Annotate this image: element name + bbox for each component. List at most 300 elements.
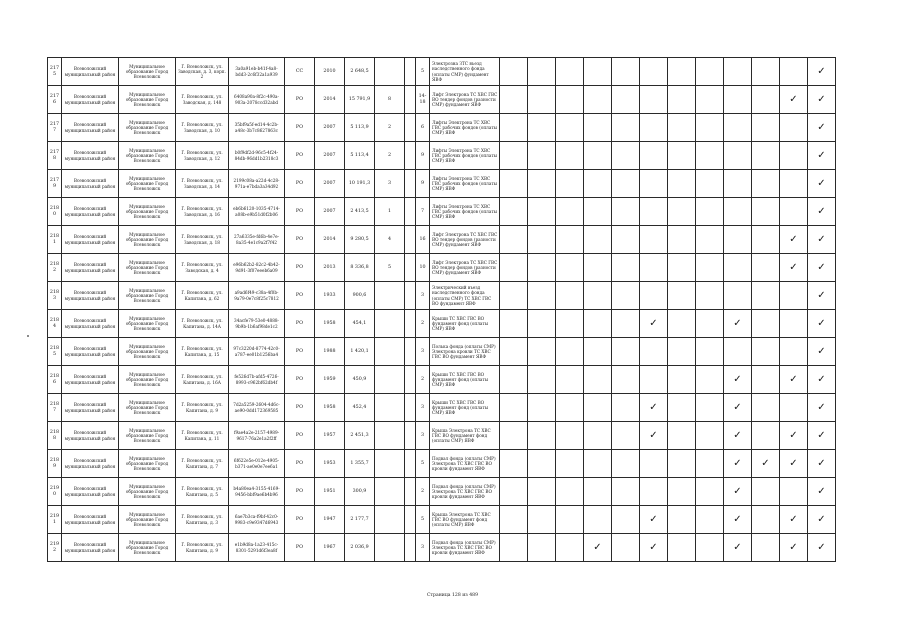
work-check-cell [808, 86, 836, 114]
work-check-cell [668, 114, 696, 142]
row-number: 2184 [48, 310, 62, 338]
table-row [48, 478, 836, 506]
checkmark-icon: ✓ [817, 65, 826, 77]
checkmark-icon: ✓ [733, 541, 742, 553]
work-types-cell: Электрический въезд наследственного фонда (оплаты СМР) ТС ХВС ГВС ВО фундамент ЯВФ [430, 282, 500, 310]
work-check-cell [696, 198, 724, 226]
work-check-cell [640, 86, 668, 114]
checkmark-icon: ✓ [733, 457, 742, 469]
municipality-cell: Муниципальное образование Город Всеволожск [119, 282, 176, 310]
address-cell: Г. Всеволожск, ул. Заводская, д. 3, корп. 2 [176, 58, 229, 86]
address-cell: Г. Всеволожск, ул. Капитана, д. 7 [176, 450, 229, 478]
work-check-cell [696, 534, 724, 562]
wall-material-cell: РО [285, 478, 315, 506]
checkmark-icon: ✓ [789, 233, 798, 245]
checkmark-icon: ✓ [817, 541, 826, 553]
work-check-cell [668, 142, 696, 170]
row-number: 2182 [48, 254, 62, 282]
table-row [48, 506, 836, 534]
work-check-cell [640, 282, 668, 310]
work-check-cell [640, 478, 668, 506]
page-footer [0, 593, 905, 598]
work-types-cell: Лифты Электрона ТС ХВС ГВС рабочих фондов (оплаты СМР) ЯВФ [430, 170, 500, 198]
checkmark-icon: ✓ [789, 541, 798, 553]
blank-cell [405, 142, 416, 170]
work-check-cell [696, 170, 724, 198]
table-row [48, 226, 836, 254]
wall-material-cell: РО [285, 506, 315, 534]
work-check-cell [556, 310, 584, 338]
work-check-cell [556, 170, 584, 198]
work-check-cell [724, 58, 752, 86]
entrances-cell: 2 [416, 310, 430, 338]
work-types-cell: Лифт Электрона ТС ХВС ГВС ВО тендер фондов (разности СМР) фундамент ЯВФ [430, 226, 500, 254]
checkmark-icon: ✓ [817, 93, 826, 105]
build-year-cell: 1988 [315, 338, 345, 366]
work-check-cell [752, 338, 780, 366]
wall-material-cell: РО [285, 394, 315, 422]
work-check-cell [500, 450, 528, 478]
address-cell: Г. Всеволожск, ул. Капитана, д. 3 [176, 506, 229, 534]
district-cell: Всеволожский муниципальный район [62, 478, 119, 506]
work-check-cell [500, 534, 528, 562]
municipality-cell: Муниципальное образование Город Всеволожск [119, 254, 176, 282]
entrances-cell: 14-18 [416, 86, 430, 114]
table-row [48, 534, 836, 562]
work-check-cell [556, 114, 584, 142]
row-number: 2183 [48, 282, 62, 310]
work-check-cell [808, 226, 836, 254]
work-check-cell [640, 170, 668, 198]
house-code-cell: 6ae7b3ca-f9bf-42c0-9983-c9e9347d6943 [229, 506, 285, 534]
work-check-cell [528, 366, 556, 394]
checkmark-icon: ✓ [733, 317, 742, 329]
municipality-cell: Муниципальное образование Город Всеволожск [119, 226, 176, 254]
district-cell: Всеволожский муниципальный район [62, 422, 119, 450]
address-cell: Г. Всеволожск, ул. Заводская, д. 14 [176, 170, 229, 198]
work-check-cell [752, 226, 780, 254]
area-cell: 10 191,3 [345, 170, 375, 198]
checkmark-icon: ✓ [733, 373, 742, 385]
work-check-cell [612, 478, 640, 506]
build-year-cell: 2007 [315, 170, 345, 198]
work-check-cell [528, 422, 556, 450]
work-check-cell [612, 282, 640, 310]
work-check-cell [696, 310, 724, 338]
floors-cell: 1 [375, 198, 405, 226]
work-check-cell [696, 142, 724, 170]
work-check-cell [696, 226, 724, 254]
work-check-cell [724, 366, 752, 394]
checkmark-icon: ✓ [733, 485, 742, 497]
area-cell: 2 413,5 [345, 198, 375, 226]
house-code-cell: 6f622e5e-012e-4905-b371-ae0e0e7ee6a1 [229, 450, 285, 478]
row-number: 2192 [48, 534, 62, 562]
work-check-cell [724, 422, 752, 450]
entrances-cell: 3 [416, 394, 430, 422]
work-check-cell [780, 58, 808, 86]
work-check-cell [668, 310, 696, 338]
blank-cell [405, 534, 416, 562]
build-year-cell: 1958 [315, 394, 345, 422]
work-check-cell [584, 422, 612, 450]
work-check-cell [584, 86, 612, 114]
work-check-cell [640, 142, 668, 170]
work-check-cell [584, 282, 612, 310]
work-check-cell [556, 198, 584, 226]
build-year-cell: 2007 [315, 198, 345, 226]
checkmark-icon: ✓ [817, 233, 826, 245]
district-cell: Всеволожский муниципальный район [62, 450, 119, 478]
work-check-cell [752, 170, 780, 198]
municipality-cell: Муниципальное образование Город Всеволожск [119, 142, 176, 170]
build-year-cell: 1959 [315, 366, 345, 394]
checkmark-icon: ✓ [733, 513, 742, 525]
work-check-cell [500, 394, 528, 422]
floors-cell [375, 310, 405, 338]
work-check-cell [528, 534, 556, 562]
work-check-cell [612, 310, 640, 338]
wall-material-cell: РО [285, 142, 315, 170]
area-cell: 450,9 [345, 366, 375, 394]
work-types-cell: Лифты Электрона ТС ХВС ГВС рабочих фондов (оплаты СМР) ЯВФ [430, 142, 500, 170]
work-check-cell [640, 338, 668, 366]
work-check-cell [724, 142, 752, 170]
table-row [48, 422, 836, 450]
floors-cell [375, 338, 405, 366]
entrances-cell: 5 [416, 450, 430, 478]
floors-cell [375, 478, 405, 506]
wall-material-cell: РО [285, 422, 315, 450]
entrances-cell: 3 [416, 422, 430, 450]
work-check-cell [612, 422, 640, 450]
work-check-cell [584, 366, 612, 394]
work-check-cell [752, 142, 780, 170]
work-check-cell [780, 450, 808, 478]
work-check-cell [724, 394, 752, 422]
blank-cell [405, 394, 416, 422]
house-code-cell: b0f9df2d-96c5-4f24-84db-96dd1b2318c3 [229, 142, 285, 170]
area-cell: 2 177,7 [345, 506, 375, 534]
row-number: 2191 [48, 506, 62, 534]
work-check-cell [612, 534, 640, 562]
address-cell: Г. Всеволожск, ул. Заводская, д. 4 [176, 254, 229, 282]
work-check-cell [724, 478, 752, 506]
work-check-cell [696, 366, 724, 394]
entrances-cell: 6 [416, 114, 430, 142]
floors-cell [375, 394, 405, 422]
work-check-cell [528, 338, 556, 366]
table-row [48, 310, 836, 338]
work-types-cell: Лифты Электрона ТС ХВС ГВС рабочих фондов (оплаты СМР) ЯВФ [430, 114, 500, 142]
work-check-cell [500, 478, 528, 506]
work-check-cell [612, 58, 640, 86]
work-check-cell [808, 310, 836, 338]
checkmark-icon: ✓ [817, 261, 826, 273]
work-check-cell [780, 86, 808, 114]
floors-cell: 3 [375, 170, 405, 198]
area-cell: 454,1 [345, 310, 375, 338]
blank-cell [405, 282, 416, 310]
table-row [48, 170, 836, 198]
scan-speck [27, 335, 29, 337]
work-check-cell [752, 198, 780, 226]
build-year-cell: 2013 [315, 254, 345, 282]
area-cell: 1 420,1 [345, 338, 375, 366]
work-check-cell [668, 254, 696, 282]
work-check-cell [612, 142, 640, 170]
work-check-cell [724, 450, 752, 478]
checkmark-icon: ✓ [817, 289, 826, 301]
work-types-cell: Лифт Электрона ТС ХВС ГВС ВО тендер фондов (разности СМР) фундамент ЯВФ [430, 254, 500, 282]
build-year-cell: 2014 [315, 226, 345, 254]
entrances-cell: 7 [416, 198, 430, 226]
district-cell: Всеволожский муниципальный район [62, 170, 119, 198]
address-cell: Г. Всеволожск, ул. Заводская, д. 10 [176, 114, 229, 142]
work-check-cell [780, 226, 808, 254]
work-check-cell [668, 86, 696, 114]
checkmark-icon: ✓ [817, 513, 826, 525]
work-check-cell [724, 506, 752, 534]
work-check-cell [808, 254, 836, 282]
municipality-cell: Муниципальное образование Город Всеволожск [119, 86, 176, 114]
work-check-cell [668, 226, 696, 254]
area-cell: 8 336,8 [345, 254, 375, 282]
municipality-cell: Муниципальное образование Город Всеволожск [119, 170, 176, 198]
work-check-cell [500, 58, 528, 86]
work-check-cell [780, 310, 808, 338]
wall-material-cell: РО [285, 366, 315, 394]
municipality-cell: Муниципальное образование Город Всеволожск [119, 366, 176, 394]
work-check-cell [780, 254, 808, 282]
work-check-cell [528, 282, 556, 310]
work-check-cell [640, 114, 668, 142]
row-number: 2175 [48, 58, 62, 86]
registry-table-sheet [47, 57, 831, 562]
work-check-cell [556, 422, 584, 450]
area-cell: 1 355,7 [345, 450, 375, 478]
work-check-cell [696, 506, 724, 534]
wall-material-cell: РО [285, 254, 315, 282]
area-cell: 2 036,9 [345, 534, 375, 562]
checkmark-icon: ✓ [733, 401, 742, 413]
work-check-cell [780, 478, 808, 506]
municipality-cell: Муниципальное образование Город Всеволожск [119, 478, 176, 506]
work-check-cell [528, 58, 556, 86]
blank-cell [405, 366, 416, 394]
work-check-cell [528, 450, 556, 478]
work-check-cell [780, 282, 808, 310]
checkmark-icon: ✓ [649, 513, 658, 525]
floors-cell: 8 [375, 86, 405, 114]
build-year-cell: 2007 [315, 142, 345, 170]
wall-material-cell: РО [285, 534, 315, 562]
work-check-cell [528, 394, 556, 422]
house-code-cell: 3a0a91eb-b41f-4a8-bdd3-2c6f32a1a939 [229, 58, 285, 86]
work-check-cell [808, 478, 836, 506]
work-check-cell [500, 170, 528, 198]
work-check-cell [724, 254, 752, 282]
work-check-cell [500, 254, 528, 282]
work-check-cell [752, 366, 780, 394]
work-check-cell [612, 366, 640, 394]
work-check-cell [584, 394, 612, 422]
house-code-cell: 35bf9a5f-ed14-4c2b-a48c-3b7c8627863c [229, 114, 285, 142]
work-check-cell [528, 142, 556, 170]
district-cell: Всеволожский муниципальный район [62, 86, 119, 114]
work-check-cell [640, 506, 668, 534]
checkmark-icon: ✓ [817, 485, 826, 497]
work-check-cell [780, 142, 808, 170]
work-check-cell [808, 114, 836, 142]
work-check-cell [612, 506, 640, 534]
address-cell: Г. Всеволожск, ул. Капитана, д. 11 [176, 422, 229, 450]
work-check-cell [640, 534, 668, 562]
work-check-cell [556, 226, 584, 254]
work-check-cell [668, 58, 696, 86]
work-check-cell [808, 534, 836, 562]
work-check-cell [584, 226, 612, 254]
checkmark-icon: ✓ [817, 457, 826, 469]
work-types-cell: Электрозна ЗТС въезд наследственного фонда (оплаты СМР) фундамент ЯВФ [430, 58, 500, 86]
blank-cell [405, 198, 416, 226]
work-check-cell [752, 534, 780, 562]
work-types-cell: Подвал фонда (оплаты СМР) Электрона ТС ХВС ГВС ВО кровли фундамент ЯВФ [430, 450, 500, 478]
area-cell: 2 451,3 [345, 422, 375, 450]
checkmark-icon: ✓ [817, 345, 826, 357]
build-year-cell: 1951 [315, 478, 345, 506]
work-check-cell [752, 86, 780, 114]
municipality-cell: Муниципальное образование Город Всеволожск [119, 310, 176, 338]
work-check-cell [500, 198, 528, 226]
checkmark-icon: ✓ [649, 317, 658, 329]
work-check-cell [640, 198, 668, 226]
work-check-cell [556, 450, 584, 478]
work-check-cell [724, 170, 752, 198]
floors-cell [375, 534, 405, 562]
work-check-cell [724, 114, 752, 142]
checkmark-icon: ✓ [789, 429, 798, 441]
build-year-cell: 1958 [315, 310, 345, 338]
entrances-cell: 2 [416, 478, 430, 506]
row-number: 2186 [48, 366, 62, 394]
row-number: 2176 [48, 86, 62, 114]
work-check-cell [584, 338, 612, 366]
work-check-cell [500, 310, 528, 338]
floors-cell [375, 422, 405, 450]
work-check-cell [528, 254, 556, 282]
area-cell: 9 280,5 [345, 226, 375, 254]
floors-cell: 4 [375, 226, 405, 254]
work-check-cell [528, 114, 556, 142]
district-cell: Всеволожский муниципальный район [62, 394, 119, 422]
work-check-cell [752, 282, 780, 310]
checkmark-icon: ✓ [817, 149, 826, 161]
district-cell: Всеволожский муниципальный район [62, 226, 119, 254]
work-check-cell [640, 394, 668, 422]
floors-cell [375, 366, 405, 394]
house-code-cell: fe526d7b-afd5-4726-8993-c962bf62db4f [229, 366, 285, 394]
house-code-cell: e1b9d8a-1a23-415c-8301-5291d6f3ea8f [229, 534, 285, 562]
house-code-cell: b4a80ea4-3155-4169-9456-bbf9ae6b4b96 [229, 478, 285, 506]
checkmark-icon: ✓ [649, 541, 658, 553]
wall-material-cell: РО [285, 114, 315, 142]
table-row [48, 338, 836, 366]
work-types-cell: Крыши ТС ХВС ГВС ВО фундамент фонд (оплаты СМР) ЯВФ [430, 394, 500, 422]
row-number: 2177 [48, 114, 62, 142]
work-check-cell [528, 478, 556, 506]
build-year-cell: 1957 [315, 422, 345, 450]
work-check-cell [612, 394, 640, 422]
blank-cell [405, 450, 416, 478]
work-check-cell [780, 114, 808, 142]
entrances-cell: 9 [416, 142, 430, 170]
checkmark-icon: ✓ [593, 541, 602, 553]
entrances-cell: 5 [416, 506, 430, 534]
checkmark-icon: ✓ [789, 513, 798, 525]
work-check-cell [808, 450, 836, 478]
work-check-cell [640, 226, 668, 254]
work-check-cell [668, 450, 696, 478]
floors-cell: 2 [375, 114, 405, 142]
work-check-cell [780, 170, 808, 198]
wall-material-cell: РО [285, 338, 315, 366]
work-check-cell [668, 366, 696, 394]
work-check-cell [556, 506, 584, 534]
address-cell: Г. Всеволожск, ул. Капитана, д. 5 [176, 478, 229, 506]
checkmark-icon: ✓ [817, 317, 826, 329]
work-check-cell [556, 58, 584, 86]
work-check-cell [668, 170, 696, 198]
work-check-cell [612, 450, 640, 478]
table-row [48, 142, 836, 170]
work-check-cell [640, 310, 668, 338]
checkmark-icon: ✓ [817, 373, 826, 385]
district-cell: Всеволожский муниципальный район [62, 142, 119, 170]
floors-cell: 2 [375, 142, 405, 170]
work-check-cell [724, 310, 752, 338]
district-cell: Всеволожский муниципальный район [62, 114, 119, 142]
area-cell: 5 113,4 [345, 142, 375, 170]
checkmark-icon: ✓ [817, 121, 826, 133]
work-check-cell [724, 534, 752, 562]
blank-cell [405, 422, 416, 450]
blank-cell [405, 338, 416, 366]
address-cell: Г. Всеволожск, ул. Капитана, д. 9 [176, 394, 229, 422]
work-check-cell [724, 282, 752, 310]
address-cell: Г. Всеволожск, ул. Заводская, д. 12 [176, 142, 229, 170]
table-row [48, 254, 836, 282]
table-row [48, 394, 836, 422]
table-row [48, 114, 836, 142]
municipality-cell: Муниципальное образование Город Всеволожск [119, 534, 176, 562]
work-check-cell [668, 394, 696, 422]
work-check-cell [808, 198, 836, 226]
work-types-cell: Крыши ТС ХВС ГВС ВО фундамент фонд (оплаты СМР) ЯВФ [430, 310, 500, 338]
table-body [48, 58, 836, 562]
work-check-cell [668, 338, 696, 366]
checkmark-icon: ✓ [761, 457, 770, 469]
area-cell: 15 791,9 [345, 86, 375, 114]
work-check-cell [584, 58, 612, 86]
house-code-cell: 7d2a5259-2604-4d6c-ae90-0dd172369585 [229, 394, 285, 422]
entrances-cell: 3 [416, 282, 430, 310]
work-check-cell [808, 394, 836, 422]
wall-material-cell: СС [285, 58, 315, 86]
wall-material-cell: РО [285, 310, 315, 338]
district-cell: Всеволожский муниципальный район [62, 366, 119, 394]
work-check-cell [696, 254, 724, 282]
